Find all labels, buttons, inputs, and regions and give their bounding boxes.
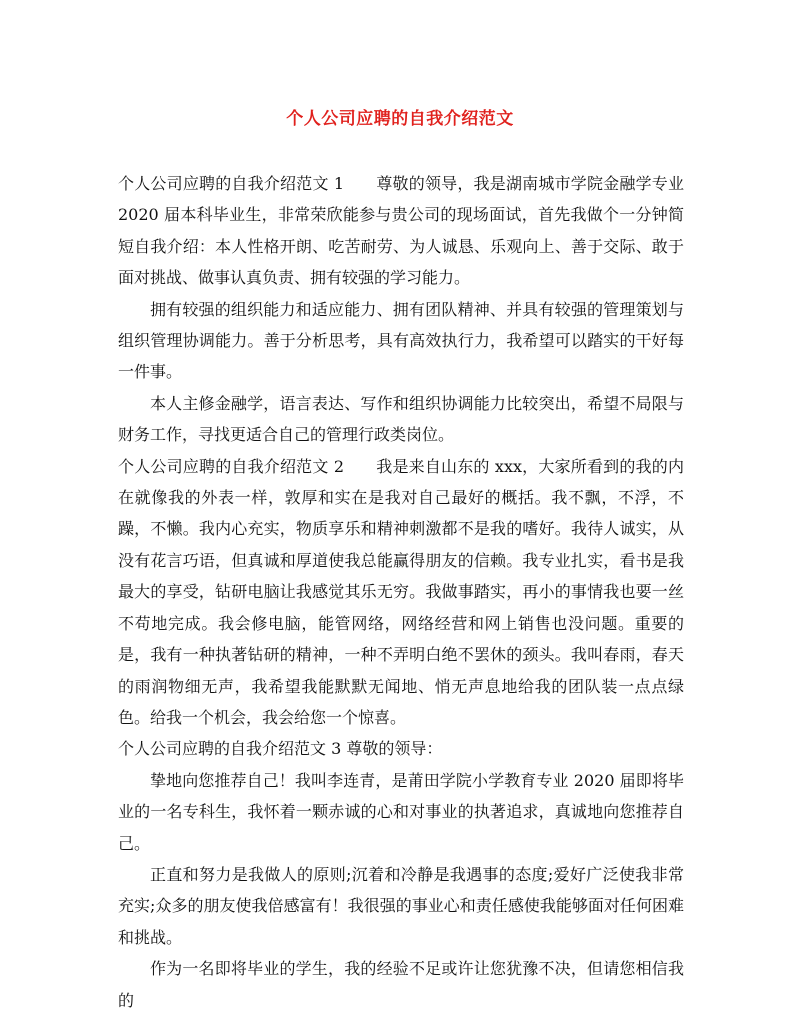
paragraph-4 bbox=[118, 451, 684, 734]
section-heading-1: 个人公司应聘的自我介绍范文 1 bbox=[118, 174, 345, 193]
paragraph-5 bbox=[118, 733, 684, 764]
paragraph-1-text: 尊敬的领导，我是湖南城市学院金融学专业 2020 届本科毕业生，非常荣欣能参与贵公司的现场面试，首先我做个一分钟简短自我介绍：本人性格开朗、吃苦耐劳、为人诚恳、乐观向上、善于交际、敢于面对挑战、做事认真负责、拥有较强的学习能力。 bbox=[118, 174, 684, 288]
paragraph-6: 挚地向您推荐自己！我叫李连青，是莆田学院小学教育专业 2020 届即将毕业的一名专科生，我怀着一颗赤诚的心和对事业的执著追求，真诚地向您推荐自己。 bbox=[118, 770, 684, 853]
section-heading-2: 个人公司应聘的自我介绍范文 2 bbox=[118, 456, 345, 476]
paragraph-7: 正直和努力是我做人的原则;沉着和冷静是我遇事的态度;爱好广泛使我非常充实;众多的朋友使我倍感富有！我很强的事业心和责任感使我能够面对任何困难和挑战。 bbox=[118, 864, 684, 947]
document-body bbox=[118, 168, 684, 1016]
paragraph-5-text: 尊敬的领导： bbox=[346, 739, 443, 759]
paragraph-1 bbox=[118, 168, 684, 294]
paragraph-8: 作为一名即将毕业的学生，我的经验不足或许让您犹豫不决，但请您相信我的 bbox=[118, 959, 684, 1010]
paragraph-3: 本人主修金融学，语言表达、写作和组织协调能力比较突出，希望不局限与财务工作，寻找更适合自己的管理行政类岗位。 bbox=[118, 393, 684, 445]
paragraph-2: 拥有较强的组织能力和适应能力、拥有团队精神、并具有较强的管理策划与组织管理协调能力。善于分析思考，具有高效执行力，我希望可以踏实的干好每一件事。 bbox=[118, 299, 684, 382]
paragraph-4-text: 我是来自山东的 xxx，大家所看到的我的内在就像我的外表一样，敦厚和实在是我对自己最好的概括。我不飘，不浮，不躁，不懒。我内心充实，物质享乐和精神刺激都不是我的嗜好。我待人诚实，从没有花言巧语，但真诚和厚道使我总能赢得朋友的信赖。我专业扎实，看书是我最大的享受，钻研电脑让我感觉其乐无穷。我做事踏实，再小的事情我也要一丝不苟地完成。我会修电脑，能管网络，网络经营和网上销售也没问题。重要的是，我有一种执著钻研的精神，一种不弄明白绝不罢休的颈头。我叫春雨，春天的雨润物细无声，我希望我能默默无闻地、悄无声息地给我的团队装一点点绿色。给我一个机会，我会给您一个惊喜。 bbox=[118, 456, 684, 727]
document-title: 个人公司应聘的自我介绍范文 bbox=[286, 109, 514, 129]
section-heading-3: 个人公司应聘的自我介绍范文 3 bbox=[118, 739, 342, 759]
